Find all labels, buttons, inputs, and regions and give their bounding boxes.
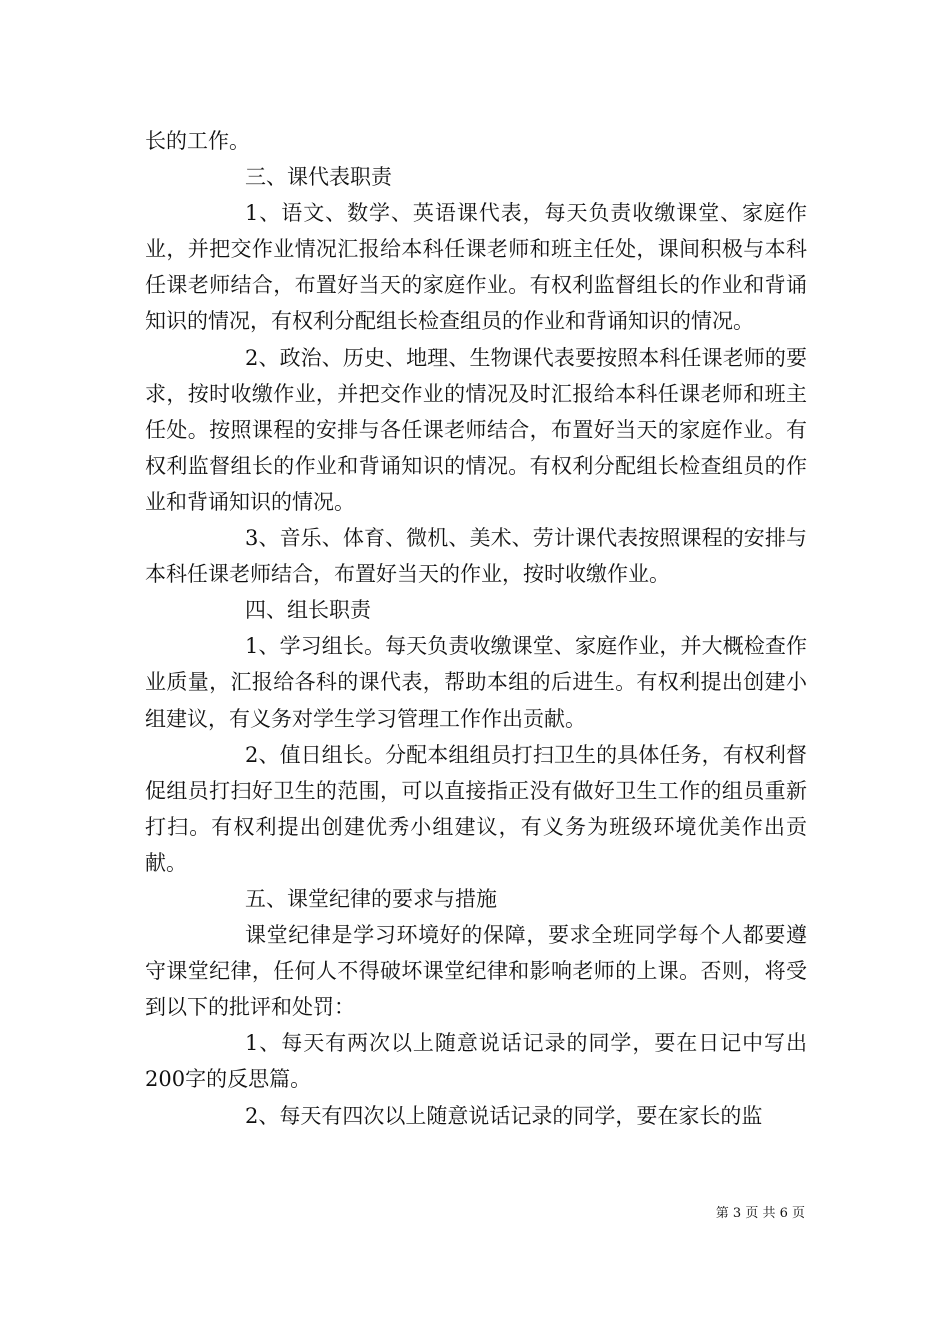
section-heading-classroom-discipline: 五、课堂纪律的要求与措施 [245, 886, 497, 911]
paragraph-course-rep-1: 1、语文、数学、英语课代表，每天负责收缴课堂、家庭作业，并把交作业情况汇报给本科任课老师和班主任处，课间积极与本科任课老师结合，布置好当天的家庭作业。有权利监督组长的作业和背诵知识的情况，有权利分配组长检查组员的作业和背诵知识的情况。 [145, 201, 807, 334]
document-body [145, 123, 807, 1134]
paragraph-discipline-intro: 课堂纪律是学习环境好的保障，要求全班同学每个人都要遵守课堂纪律，任何人不得破坏课堂纪律和影响老师的上课。否则，将受到以下的批评和处罚： [145, 923, 807, 1020]
paragraph-course-rep-2: 2、政治、历史、地理、生物课代表要按照本科任课老师的要求，按时收缴作业，并把交作业的情况及时汇报给本科任课老师和班主任处。按照课程的安排与各任课老师结合，布置好当天的家庭作业。有权利监督组长的作业和背诵知识的情况。有权利分配组长检查组员的作业和背诵知识的情况。 [145, 345, 807, 514]
paragraph-group-leader-1: 1、学习组长。每天负责收缴课堂、家庭作业，并大概检查作业质量，汇报给各科的课代表，帮助本组的后进生。有权利提出创建小组建议，有义务对学生学习管理工作作出贡献。 [145, 634, 807, 731]
paragraph-group-leader-2: 2、值日组长。分配本组组员打扫卫生的具体任务，有权利督促组员打扫好卫生的范围，可以直接指正没有做好卫生工作的组员重新打扫。有权利提出创建优秀小组建议，有义务为班级环境优美作出贡献。 [145, 742, 807, 875]
paragraph-continuation: 长的工作。 [145, 129, 250, 153]
paragraph-course-rep-3: 3、音乐、体育、微机、美术、劳计课代表按照课程的安排与本科任课老师结合，布置好当天的作业，按时收缴作业。 [145, 526, 807, 587]
page-number-footer: 第 3 页 共 6 页 [715, 1206, 805, 1221]
section-heading-course-representative: 三、课代表职责 [245, 165, 392, 190]
paragraph-discipline-2: 2、每天有四次以上随意说话记录的同学，要在家长的监 [245, 1103, 763, 1128]
section-heading-group-leader: 四、组长职责 [245, 598, 371, 623]
paragraph-discipline-1: 1、每天有两次以上随意说话记录的同学，要在日记中写出200字的反思篇。 [145, 1031, 807, 1092]
